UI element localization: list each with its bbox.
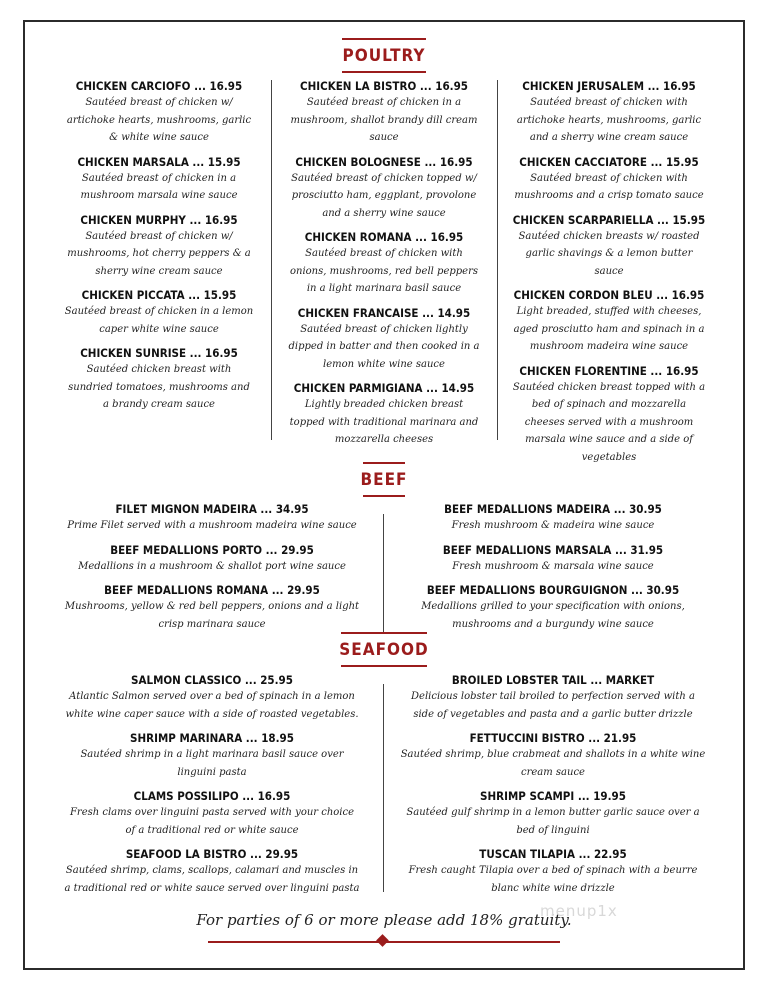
menu-item-description: Sautéed breast of chicken w/ artichoke hearts, mushrooms, garlic & white wine sauce <box>66 97 252 143</box>
menu-item-name: CHICKEN JERUSALEM ... 16.95 <box>522 79 696 93</box>
menu-item <box>400 730 706 781</box>
menu-item-description: Medallions grilled to your specification with onions, mushrooms and a burgundy wine sauce <box>421 601 685 630</box>
seafood-heading <box>0 632 768 667</box>
menu-item <box>64 345 254 414</box>
menu-item-description: Sautéed breast of chicken with artichoke hearts, mushrooms, garlic and a sherry wine cream sauce <box>516 97 702 143</box>
beef-heading <box>0 462 768 497</box>
menu-item <box>64 154 254 205</box>
poultry-title: POULTRY <box>342 46 426 66</box>
poultry-column-middle <box>288 78 480 456</box>
menu-item <box>64 78 254 147</box>
menu-item-name: CHICKEN PICCATA ... 15.95 <box>81 288 237 302</box>
poultry-heading <box>0 38 768 73</box>
menu-item <box>64 788 360 839</box>
menu-item <box>64 672 360 723</box>
menu-item-description: Fresh caught Tilapia over a bed of spinach with a beurre blanc white wine drizzle <box>408 865 698 894</box>
menu-item-name: CHICKEN PARMIGIANA ... 14.95 <box>293 381 475 395</box>
seafood-column-left <box>64 672 360 904</box>
menu-item-name: BEEF MEDALLIONS MARSALA ... 31.95 <box>442 542 664 557</box>
menu-item-description: Sautéed breast of chicken with onions, mushrooms, red bell peppers in a light marinara basil sauce <box>289 248 479 294</box>
menu-item <box>400 846 706 897</box>
menu-item <box>511 363 707 467</box>
seafood-column-right <box>400 672 706 904</box>
menu-item-description: Mushrooms, yellow & red bell peppers, onions and a light crisp marinara sauce <box>64 601 360 630</box>
menu-item <box>511 287 707 356</box>
menu-item-description: Fresh mushroom & madeira wine sauce <box>451 520 655 531</box>
menu-item <box>288 305 480 374</box>
menu-item-description: Sautéed breast of chicken with mushrooms and a crisp tomato sauce <box>514 172 704 201</box>
menu-item-description: Medallions in a mushroom & shallot port wine sauce <box>78 560 346 572</box>
menu-item <box>400 542 706 576</box>
menu-item <box>288 229 480 298</box>
menu-item-name: CHICKEN BOLOGNESE ... 16.95 <box>295 154 473 169</box>
menu-item-name: CHICKEN MURPHY ... 16.95 <box>80 212 238 227</box>
menu-item-description: Sautéed chicken breast topped with a bed of spinach and mozzarella cheeses served with a mushroom marsala wine sauce and a side of vegetables <box>512 381 706 463</box>
menu-item-description: Sautéed breast of chicken w/ mushrooms, hot cherry peppers & a sherry wine cream sauce <box>67 230 251 277</box>
menu-item-name: SHRIMP SCAMPI ... 19.95 <box>480 789 626 803</box>
menu-item-name: TUSCAN TILAPIA ... 22.95 <box>479 847 627 861</box>
menu-item <box>64 730 360 781</box>
menu-item <box>64 582 360 633</box>
menu-item-description: Sautéed breast of chicken lightly dipped in batter and then cooked in a lemon white wine sauce <box>288 323 480 370</box>
menu-item-name: BROILED LOBSTER TAIL ... MARKET <box>451 673 655 687</box>
seafood-title: SEAFOOD <box>339 640 429 660</box>
beef-column-left <box>64 501 360 640</box>
menu-item-name: CHICKEN MARSALA ... 15.95 <box>77 154 241 169</box>
menu-item-name: BEEF MEDALLIONS ROMANA ... 29.95 <box>104 583 320 597</box>
poultry-column-left <box>64 78 254 421</box>
menu-item-description: Delicious lobster tail broiled to perfection served with a side of vegetables and pasta and a garlic butter drizzle <box>411 691 695 720</box>
beef-column-right <box>400 501 706 640</box>
menu-item-description: Sautéed breast of chicken in a mushroom marsala wine sauce <box>80 172 238 201</box>
menu-item <box>288 78 480 147</box>
menu-item-description: Sautéed breast of chicken in a lemon caper white wine sauce <box>64 306 254 335</box>
menu-item-description: Light breaded, stuffed with cheeses, aged prosciutto ham and spinach in a mushroom madeira wine sauce <box>513 306 705 352</box>
menu-item-name: CHICKEN CORDON BLEU ... 16.95 <box>513 288 705 302</box>
column-divider <box>383 514 384 632</box>
menu-item-name: CHICKEN ROMANA ... 16.95 <box>304 230 464 244</box>
menu-item <box>64 501 360 535</box>
menu-item-description: Lightly breaded chicken breast topped with traditional marinara and mozzarella cheeses <box>289 399 479 445</box>
menu-item-description: Sautéed breast of chicken in a mushroom, shallot brandy dill cream sauce <box>290 97 478 143</box>
menu-item-name: CHICKEN FRANCAISE ... 14.95 <box>297 305 471 320</box>
watermark: menup1x <box>540 902 618 920</box>
menu-item <box>288 380 480 449</box>
column-divider <box>497 80 498 440</box>
menu-item-description: Sautéed breast of chicken topped w/ prosciutto ham, eggplant, provolone and a sherry wine sauce <box>291 172 477 219</box>
menu-item <box>400 501 706 535</box>
menu-item <box>400 582 706 633</box>
menu-item <box>64 287 254 338</box>
menu-item-description: Fresh mushroom & marsala wine sauce <box>452 560 654 572</box>
menu-item <box>511 154 707 205</box>
menu-item-name: CHICKEN CARCIOFO ... 16.95 <box>75 79 243 93</box>
menu-item-name: BEEF MEDALLIONS MADEIRA ... 30.95 <box>444 502 662 516</box>
menu-item <box>400 788 706 839</box>
menu-item-description: Atlantic Salmon served over a bed of spinach in a lemon white wine caper sauce with a side of roasted vegetables. <box>65 691 359 720</box>
menu-item-name: SHRIMP MARINARA ... 18.95 <box>130 731 294 745</box>
menu-item-name: BEEF MEDALLIONS PORTO ... 29.95 <box>110 542 314 557</box>
menu-item-description: Sautéed shrimp in a light marinara basil sauce over linguini pasta <box>80 749 344 778</box>
menu-item-description: Sautéed shrimp, blue crabmeat and shallots in a white wine cream sauce <box>400 749 706 778</box>
menu-item <box>511 78 707 147</box>
menu-item-name: SALMON CLASSICO ... 25.95 <box>131 673 293 687</box>
gratuity-note: For parties of 6 or more please add 18% gratuity. <box>196 911 572 929</box>
menu-item-name: CHICKEN SUNRISE ... 16.95 <box>80 346 238 360</box>
menu-item-description: Sautéed chicken breasts w/ roasted garlic shavings & a lemon butter sauce <box>518 230 700 277</box>
menu-item-name: FETTUCCINI BISTRO ... 21.95 <box>469 731 637 745</box>
menu-item-name: CHICKEN LA BISTRO ... 16.95 <box>300 79 468 93</box>
beef-title: BEEF <box>360 470 408 490</box>
menu-item-description: Sautéed gulf shrimp in a lemon butter garlic sauce over a bed of linguini <box>406 807 700 836</box>
menu-item-description: Prime Filet served with a mushroom madeira wine sauce <box>67 520 357 531</box>
menu-item <box>288 154 480 223</box>
menu-item-name: BEEF MEDALLIONS BOURGUIGNON ... 30.95 <box>426 583 680 597</box>
menu-item <box>511 212 707 281</box>
menu-item <box>64 212 254 281</box>
menu-item-name: CLAMS POSSILIPO ... 16.95 <box>133 789 291 803</box>
menu-item-name: CHICKEN CACCIATORE ... 15.95 <box>519 154 699 169</box>
column-divider <box>271 80 272 440</box>
menu-item <box>64 542 360 576</box>
menu-item <box>400 672 706 723</box>
menu-item-name: SEAFOOD LA BISTRO ... 29.95 <box>125 847 299 861</box>
menu-item-description: Fresh clams over linguini pasta served with your choice of a traditional red or white sauce <box>69 807 355 836</box>
column-divider <box>383 684 384 892</box>
menu-item-name: FILET MIGNON MADEIRA ... 34.95 <box>115 502 309 516</box>
menu-item-description: Sautéed shrimp, clams, scallops, calamari and muscles in a traditional red or white sauce served over linguini pasta <box>64 865 360 894</box>
menu-item-name: CHICKEN SCARPARIELLA ... 15.95 <box>512 212 706 227</box>
menu-item-description: Sautéed chicken breast with sundried tomatoes, mushrooms and a brandy cream sauce <box>68 364 250 410</box>
menu-item-name: CHICKEN FLORENTINE ... 16.95 <box>519 363 699 378</box>
menu-item <box>64 846 360 897</box>
poultry-column-right <box>511 78 707 473</box>
